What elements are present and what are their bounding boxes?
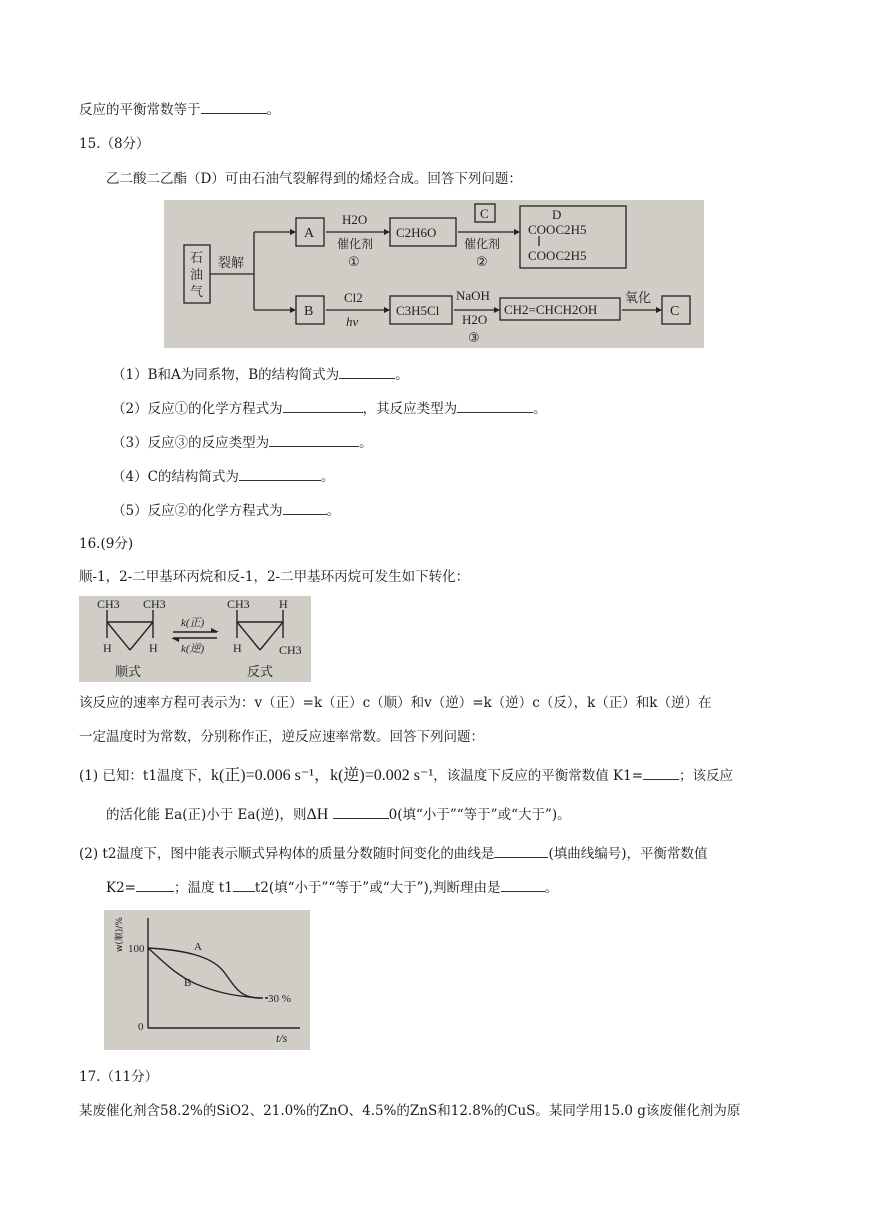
answer-blank[interactable]	[333, 804, 389, 819]
step-1: ①	[348, 255, 360, 270]
catalyst-1: 催化剂	[337, 237, 374, 251]
box-C: C	[670, 304, 680, 319]
question-16-head: 16.(9分)	[79, 536, 134, 552]
q15-part-2: （2）反应①的化学方程式为 ，其反应类型为 。	[112, 398, 547, 419]
answer-blank[interactable]	[494, 843, 548, 858]
trans-h-2: H	[233, 641, 242, 655]
question-17-head: 17.（11分）	[79, 1069, 159, 1085]
isomerization-figure	[79, 596, 311, 682]
k-reverse: k(逆)	[181, 643, 205, 655]
ester-group-2: COOC2H5	[528, 248, 587, 263]
cis-methyl-1: CH3	[97, 597, 120, 611]
box-allyl-alcohol: CH2=CHCH2OH	[504, 302, 598, 317]
box-B: B	[304, 304, 314, 319]
step-2: ②	[476, 255, 488, 270]
final-value-label: 30 %	[268, 993, 291, 1005]
q16-part-2: (2) t2温度下，图中能表示顺式异构体的质量分数随时间变化的曲线是 (填曲线编号)，平衡常数值	[79, 843, 707, 864]
trans-h-1: H	[279, 597, 288, 611]
question-16-intro: 顺-1，2-二甲基环丙烷和反-1，2-二甲基环丙烷可发生如下转化：	[79, 569, 470, 585]
reagent-chlorine: Cl2	[344, 290, 363, 305]
step-3: ③	[468, 331, 480, 346]
answer-blank[interactable]	[501, 877, 545, 892]
answer-blank[interactable]	[643, 765, 679, 780]
catalyst-2: 催化剂	[464, 237, 501, 251]
answer-blank[interactable]	[339, 364, 395, 379]
q15-part-3: （3）反应③的反应类型为 。	[112, 432, 373, 453]
light-hv: hv	[346, 314, 359, 329]
q16-part-1-cont: 的活化能 Ea(正)小于 Ea(逆)，则ΔH 0(填“小于”“等于”或“大于”)。	[106, 806, 571, 823]
reagent-naoh: NaOH	[456, 288, 490, 303]
cis-h-1: H	[103, 641, 112, 655]
crack-label: 裂解	[218, 256, 245, 271]
answer-blank[interactable]	[136, 877, 174, 892]
answer-blank[interactable]	[283, 398, 363, 413]
trans-label: 反式	[247, 665, 274, 680]
mass-fraction-graph-figure	[104, 910, 310, 1050]
answer-blank[interactable]	[201, 99, 267, 114]
box-A: A	[304, 226, 315, 241]
synthesis-scheme-figure	[164, 200, 704, 348]
q16-part-1: (1) 已知：t1温度下，k(正)=0.006 s⁻¹，k(逆)=0.002 s⁻¹，该温度下反应的平衡常数值 K1= ；该反应	[79, 767, 734, 784]
reagent-water: H2O	[342, 212, 368, 227]
answer-blank[interactable]	[457, 398, 533, 413]
x-axis-label: t/s	[276, 1031, 288, 1045]
answer-blank[interactable]	[283, 500, 327, 515]
source-label: 石油气	[190, 251, 204, 300]
curve-B-label: B	[184, 977, 192, 989]
trans-methyl-1: CH3	[227, 597, 250, 611]
box-C-small: C	[480, 206, 489, 221]
answer-blank[interactable]	[233, 877, 255, 892]
text-line: 反应的平衡常数等于 。	[79, 99, 280, 120]
rate-equation-text-2: 一定温度时为常数，分别称作正，逆反应速率常数。回答下列问题：	[79, 729, 484, 745]
trans-methyl-2: CH3	[279, 643, 302, 657]
rate-equation-text: 该反应的速率方程可表示为：v（正）=k（正）c（顺）和v（逆）=k（逆）c（反），k（正）和k（逆）在	[79, 695, 712, 711]
synthesis-scheme	[164, 200, 704, 348]
cis-h-2: H	[149, 641, 158, 655]
curve-A	[148, 948, 260, 998]
isomerization-scheme	[79, 596, 311, 682]
box-ethanol: C2H6O	[396, 225, 437, 240]
q16-part-2-cont: K2= ；温度 t1 t2(填“小于”“等于”或“大于”),判断理由是 。	[106, 877, 558, 898]
q15-part-5: （5）反应②的化学方程式为 。	[112, 500, 340, 521]
cis-label: 顺式	[115, 665, 142, 680]
y-tick-100: 100	[128, 943, 145, 955]
oxidation-label: 氧化	[625, 291, 652, 306]
mass-fraction-graph	[104, 910, 310, 1050]
curve-A-label: A	[194, 941, 202, 953]
q15-part-1: （1）B和A为同系物，B的结构简式为 。	[112, 364, 409, 385]
box-D-label: D	[552, 207, 562, 222]
q15-part-4: （4）C的结构简式为 。	[112, 466, 334, 487]
answer-blank[interactable]	[269, 432, 359, 447]
question-15-intro: 乙二酸二乙酯（D）可由石油气裂解得到的烯烃合成。回答下列问题：	[106, 171, 522, 187]
answer-blank[interactable]	[239, 466, 321, 481]
k-forward: k(正)	[181, 617, 205, 629]
question-17-text: 某废催化剂含58.2%的SiO2、21.0%的ZnO、4.5%的ZnS和12.8%的CuS。某同学用15.0 g该废催化剂为原	[79, 1103, 741, 1119]
reagent-water-3: H2O	[462, 312, 488, 327]
cis-methyl-2: CH3	[143, 597, 166, 611]
origin-label: 0	[138, 1021, 144, 1033]
ester-group-1: COOC2H5	[528, 222, 587, 237]
box-allyl-chloride: C3H5Cl	[396, 303, 440, 318]
question-15-head: 15.（8分）	[79, 136, 150, 152]
curve-B	[148, 948, 260, 998]
y-axis-label: w(顺)/%	[115, 917, 125, 952]
